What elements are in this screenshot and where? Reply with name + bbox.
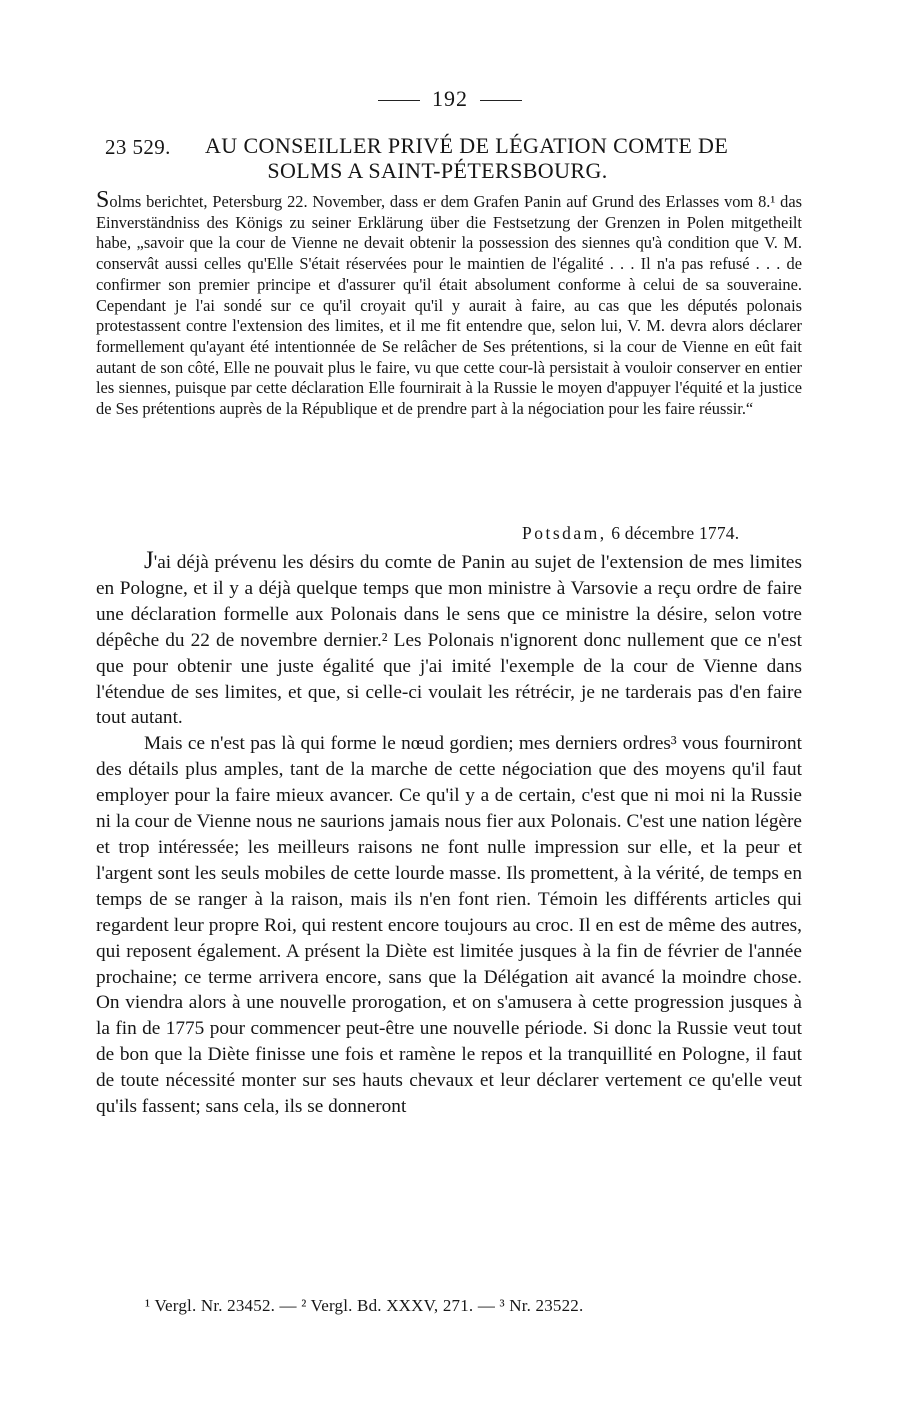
dateline-date: 6 décembre 1774. <box>606 523 740 543</box>
document-number: 23 529. <box>105 135 171 159</box>
title-line-1: AU CONSEILLER PRIVÉ DE LÉGATION COMTE DE <box>205 133 729 158</box>
title-line-2: SOLMS A SAINT-PÉTERSBOURG. <box>267 158 608 183</box>
body-paragraph-1-text: 'ai déjà prévenu les désirs du comte de Panin au sujet de l'extension de mes limites en Pologne, et il y a déjà quelque temps que mon ministre à Varsovie a reçu ordre de faire une déclaration formelle aux Polonais dans le sens que ce ministre la désire, selon votre dépêche du 22 de novembre dernier.² Les Polonais n'ignorent donc nullement que ce n'est que pour obtenir une juste égalité que j'ai imité l'exemple de la cour de Vienne dans l'étendue de ses limites, et que, si celle-ci voulait les rétrécir, je ne tarderais pas d'en faire tout autant. <box>96 552 802 729</box>
body-paragraph-2-text: Mais ce n'est pas là qui forme le nœud gordien; mes derniers ordres³ vous fourniront des détails plus amples, tant de la marche de cette négociation que des moyens qu'il faut employer pour la faire mieux avancer. Ce qu'il y a de certain, c'est que ni moi ni la Russie ni la cour de Vienne nous ne saurions jamais nous fier aux Polonais. C'est une nation légère et trop intéressée; les meilleurs raisons ne font nulle impression sur elle, et la peur et l'argent sont les seuls mobiles de cette lourde masse. Ils promettent, à la vérité, de temps en temps de se ranger à la raison, mais ils n'en font rien. Témoin les différents articles qui regardent leur propre Roi, qui restent encore toujours au croc. Il en est de même des autres, qui reposent également. A présent la Diète est limitée jusques à la fin de février de l'année prochaine; ce terme arrivera encore, sans que la Délégation ait avancé la moindre chose. On viendra alors à une nouvelle prorogation, et on s'amusera à cette progression jusques à la fin de 1775 pour commencer peut-être une nouvelle période. Si donc la Russie veut tout de bon que la Diète finisse une fois et ramène le repos et la tranquillité en Pologne, il faut de toute nécessité monter sur ses hauts chevaux et leur déclarer vertement ce qu'elle veut qu'ils fassent; sans cela, ils se donneront <box>96 733 802 1118</box>
summary-paragraph <box>96 187 802 420</box>
page-number-rule-right <box>480 100 522 101</box>
dateline <box>522 523 739 544</box>
page-number <box>0 86 900 112</box>
body-paragraph-1 <box>96 548 802 731</box>
body-initial: J <box>144 547 154 574</box>
body-paragraph-2 <box>96 731 802 1120</box>
letter-body <box>96 548 802 1120</box>
summary-text: olms berichtet, Petersburg 22. November, dass er dem Grafen Panin auf Grund des Erlasses vom 8.¹ das Einverständniss des Königs zu seiner Erklärung über die Festsetzung der Grenzen in Polen mitgetheilt habe, „savoir que la cour de Vienne ne devait obtenir la possession des siennes qu'à condition que V. M. conservât aussi celles qu'Elle S'était réservées pour le maintien de l'égalité . . . Il n'a pas refusé . . . de confirmer son premier principe et d'assurer qu'il était absolument conforme à celui de sa souveraine. Cependant je l'ai sondé sur ce qu'il croyait qu'il y aurait à faire, au cas que les députés polonais protestassent contre l'extension des limites, et il me fit entendre que, selon lui, V. M. devra alors déclarer formellement qu'ayant été intentionnée de Se relâcher de Ses prétentions, si la cour de Vienne en eût fait autant de son côté, Elle ne pouvait plus le faire, vu que cette cour-là persistait à vouloir conserver en entier les siennes, puisque par cette déclaration Elle fournirait à la Russie le moyen d'appuyer l'équité et la justice de Ses prétentions auprès de la République et de prendre part à la négociation pour les faire réussir.“ <box>96 192 802 419</box>
footnotes: ¹ Vergl. Nr. 23452. — ² Vergl. Bd. XXXV, 271. — ³ Nr. 23522. <box>145 1296 584 1315</box>
page-number-text: 192 <box>432 86 468 111</box>
page-number-rule-left <box>378 100 420 101</box>
dateline-place: Potsdam, <box>522 523 607 543</box>
summary-initial: S <box>96 187 110 213</box>
